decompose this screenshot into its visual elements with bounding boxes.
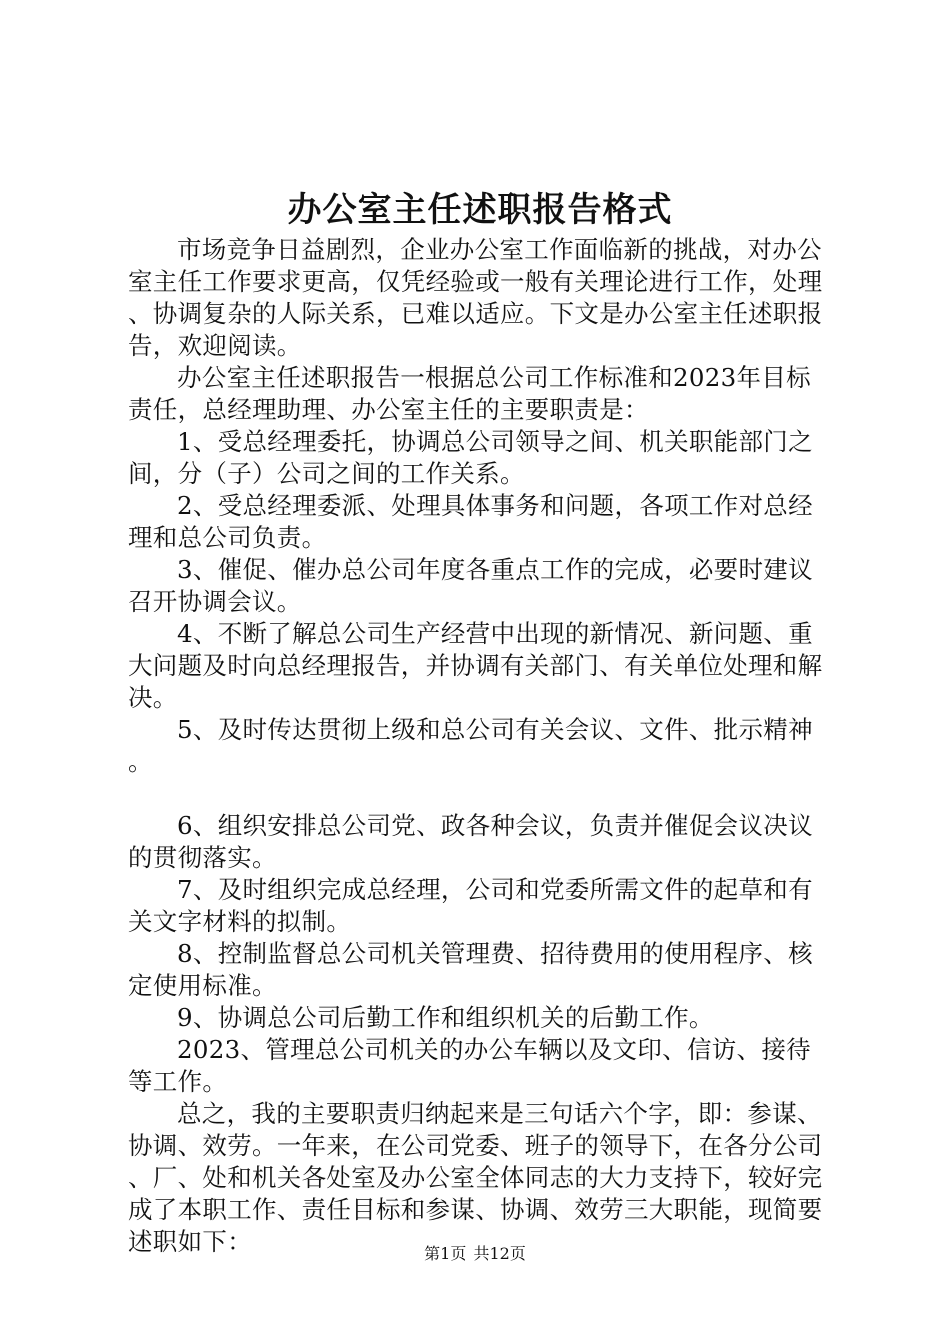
document-title: 办公室主任述职报告格式 xyxy=(287,190,673,230)
document-body xyxy=(128,234,833,1258)
summary-paragraph: 总之，我的主要职责归纳起来是三句话六个字，即：参谋、协调、效劳。一年来，在公司党委、班子的领导下，在各分公司、厂、处和机关各处室及办公室全体同志的大力支持下，较好完成了本职工作、责任目标和参谋、协调、效劳三大职能，现简要述职如下： xyxy=(128,1099,823,1256)
duty-item-1: 1、受总经理委托，协调总公司领导之间、机关职能部门之间，分（子）公司之间的工作关系。 xyxy=(128,427,813,488)
duty-item-7: 7、及时组织完成总经理，公司和党委所需文件的起草和有关文字材料的拟制。 xyxy=(128,875,813,936)
intro-paragraph: 市场竞争日益剧烈，企业办公室工作面临新的挑战，对办公室主任工作要求更高，仅凭经验或一般有关理论进行工作，处理、协调复杂的人际关系，已难以适应。下文是办公室主任述职报告，欢迎阅读。 xyxy=(128,235,823,360)
page-footer xyxy=(0,1244,950,1264)
duty-item-8: 8、控制监督总公司机关管理费、招待费用的使用程序、核定使用标准。 xyxy=(128,939,813,1000)
duty-item-5: 5、及时传达贯彻上级和总公司有关会议、文件、批示精神。 xyxy=(128,715,813,776)
duty-item-6: 6、组织安排总公司党、政各种会议，负责并催促会议决议的贯彻落实。 xyxy=(128,811,813,872)
responsibility-intro-paragraph: 办公室主任述职报告一根据总公司工作标准和2023年目标责任，总经理助理、办公室主任的主要职责是： xyxy=(128,363,811,424)
duty-item-3: 3、催促、催办总公司年度各重点工作的完成，必要时建议召开协调会议。 xyxy=(128,555,813,616)
duty-item-10: 2023、管理总公司机关的办公车辆以及文印、信访、接待等工作。 xyxy=(128,1035,811,1096)
duty-item-2: 2、受总经理委派、处理具体事务和问题，各项工作对总经理和总公司负责。 xyxy=(128,491,813,552)
duty-item-9: 9、协调总公司后勤工作和组织机关的后勤工作。 xyxy=(177,1003,714,1032)
page-number: 第1页 xyxy=(424,1244,467,1263)
duty-item-4: 4、不断了解总公司生产经营中出现的新情况、新问题、重大问题及时向总经理报告，并协调有关部门、有关单位处理和解决。 xyxy=(128,619,823,712)
page-total: 共12页 xyxy=(473,1244,526,1263)
